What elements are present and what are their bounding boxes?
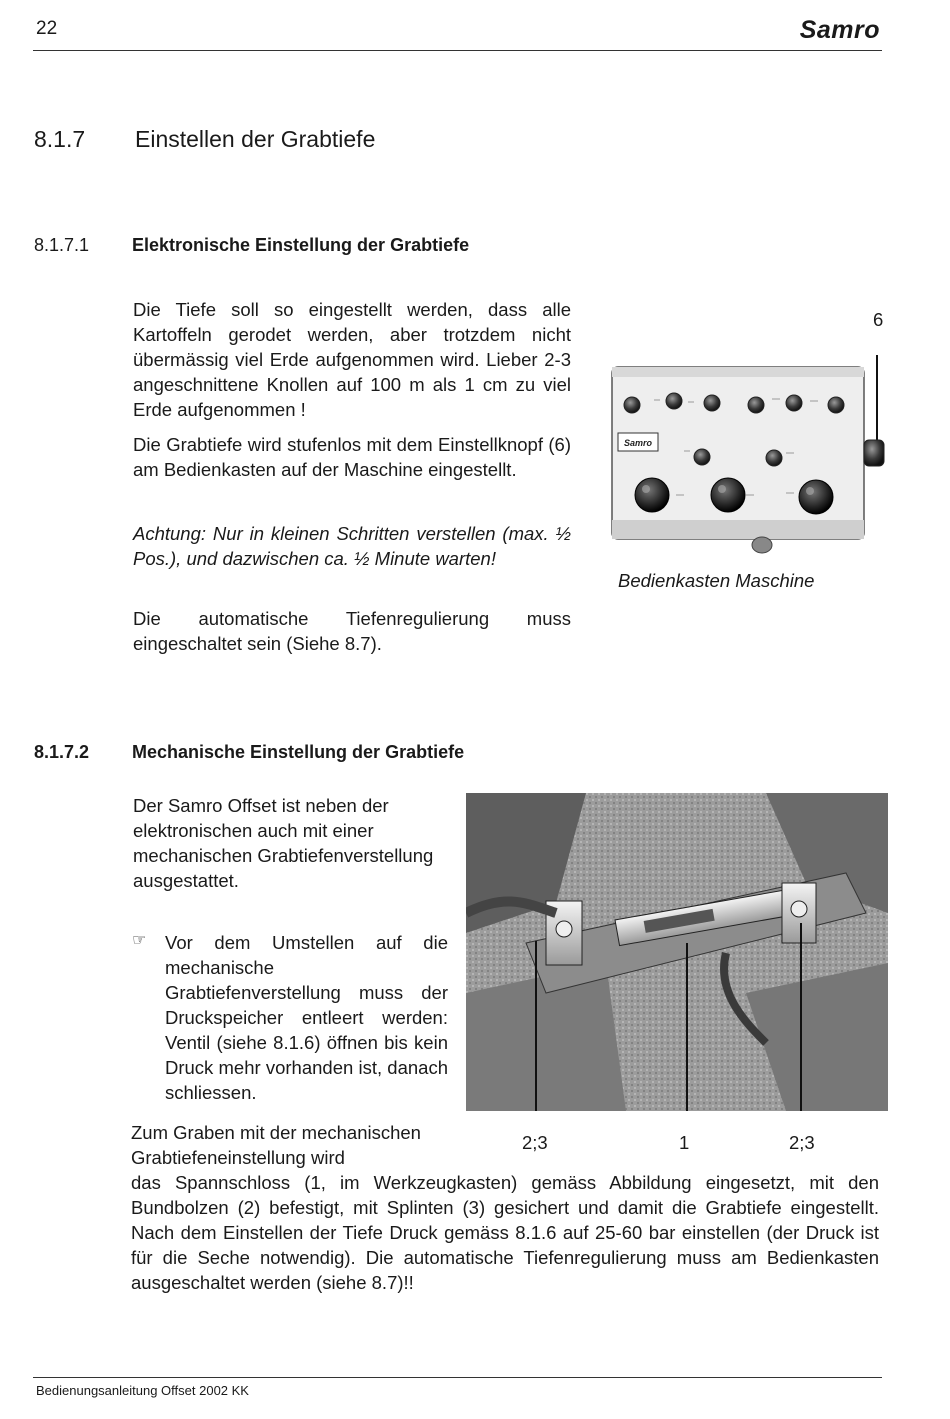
page-number: 22 (36, 18, 58, 39)
footer-text: Bedienungsanleitung Offset 2002 KK (36, 1383, 249, 1398)
section-title: Einstellen der Grabtiefe (135, 126, 376, 152)
paragraph-mechanical-instructions: das Spannschloss (1, im Werkzeugkasten) gemäss Abbildung eingesetzt, mit den Bundbolzen (2) befestigt, mit Splinten (3) gesichert und damit die Grabtiefe eingestellt. Nach dem Einstellen der Tiefe Druck gemäss 8.1.6 auf 25-60 bar einstellen (der Druck ist für die Seche notwendig). Die automatische Tiefenregulierung muss am Bedienkasten ausgeschaltet werden (siehe 8.7)!! (131, 1172, 879, 1293)
photo-label-bolt-left: 2;3 (522, 1132, 548, 1153)
paragraph-mechanical-start: Zum Graben mit der mechanischen Grabtiefeneinstellung wird (131, 1122, 421, 1168)
subsection-title: Mechanische Einstellung der Grabtiefe (132, 742, 465, 762)
subsection-number: 8.1.7.2 (34, 742, 90, 762)
paragraph-mechanical-intro: Der Samro Offset ist neben der elektronischen auch mit einer mechanischen Grabtiefenverstellung ausgestattet. (133, 795, 434, 891)
pointing-hand-icon: ☞ (132, 932, 147, 949)
figure-caption: Bedienkasten Maschine (618, 570, 815, 591)
subsection-title: Elektronische Einstellung der Grabtiefe (132, 235, 470, 255)
brand-logo: Samro (799, 16, 880, 44)
subsection-number: 8.1.7.1 (34, 235, 90, 255)
figure-label-knob: 6 (873, 309, 884, 330)
paragraph-auto-regulation: Die automatische Tiefenregulierung muss eingeschaltet sein (Siehe 8.7). (133, 608, 571, 654)
mechanical-adjustment-photo (466, 793, 888, 1111)
header-rule (33, 50, 882, 51)
photo-label-turnbuckle: 1 (679, 1132, 690, 1153)
photo-label-bolt-right: 2;3 (789, 1132, 815, 1153)
paragraph-depth-knob: Die Grabtiefe wird stufenlos mit dem Einstellknopf (6) am Bedienkasten auf der Maschine eingestellt. (133, 434, 571, 480)
paragraph-depth-intro: Die Tiefe soll so eingestellt werden, dass alle Kartoffeln gerodet werden, aber trotzdem nicht übermässig viel Erde aufgenommen wird. Lieber 2-3 angeschnittene Knollen auf 100 m als 1 cm zu viel Erde aufgenommen ! (133, 299, 571, 420)
note-pressure: Vor dem Umstellen auf die mechanische Grabtiefenverstellung muss der Druckspeicher entleert werden: Ventil (siehe 8.1.6) öffnen bis kein Druck mehr vorhanden ist, danach schliessen. (165, 932, 448, 1103)
control-box-figure (596, 355, 891, 565)
control-box-logo: Samro (623, 438, 653, 448)
footer-rule (33, 1377, 882, 1378)
warning-text: Achtung: Nur in kleinen Schritten verstellen (max. ½ Pos.), und dazwischen ca. ½ Minute warten! (133, 523, 571, 569)
section-number: 8.1.7 (34, 126, 86, 152)
